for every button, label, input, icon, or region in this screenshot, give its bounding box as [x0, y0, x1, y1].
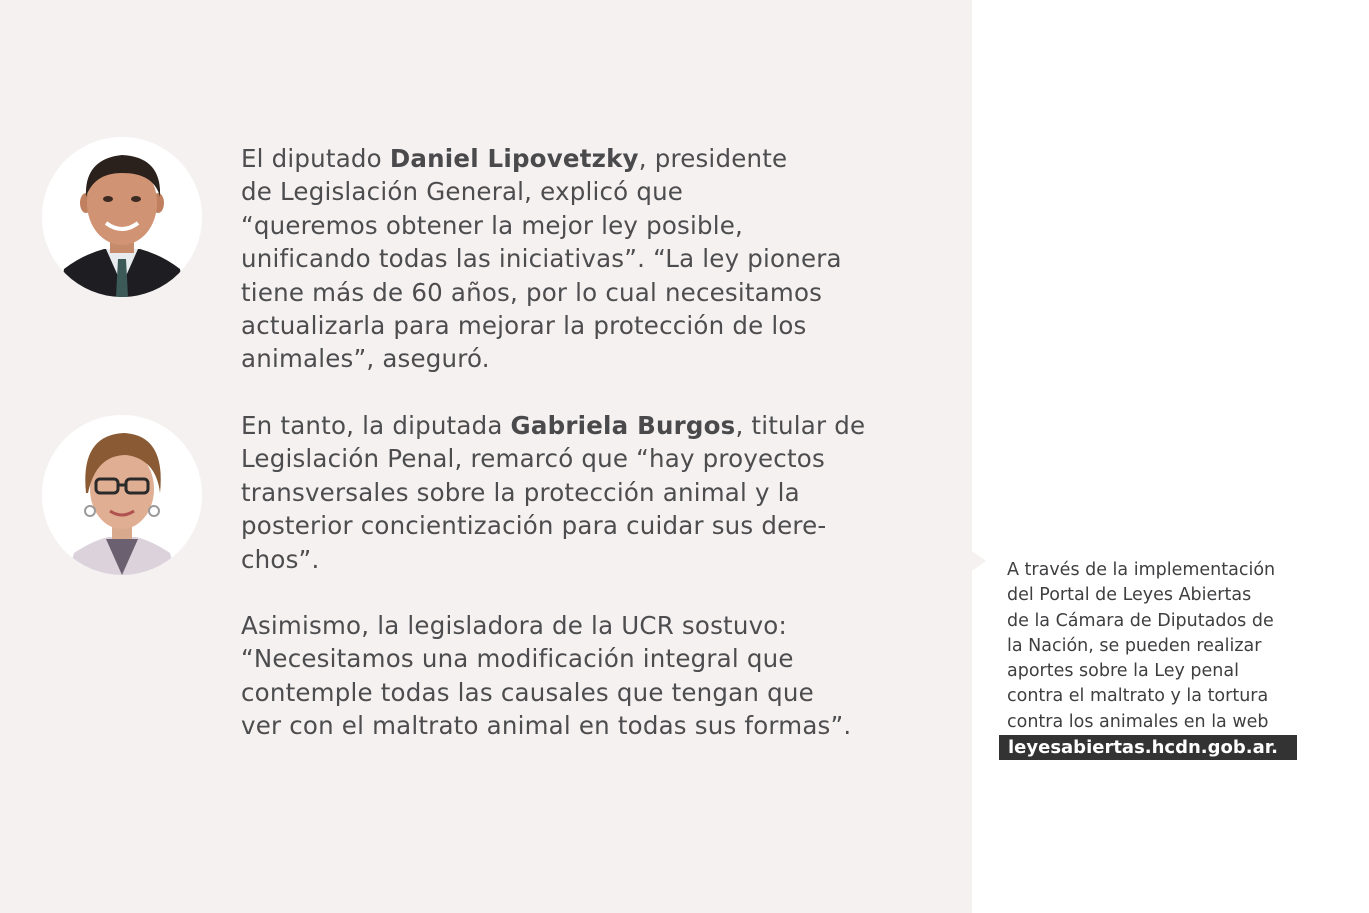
portrait-female-icon [42, 415, 202, 575]
text-fragment: El diputado [241, 144, 390, 173]
text-line: Asimismo, la legisladora de la UCR sostuvo: [241, 611, 787, 640]
text-line [241, 409, 951, 442]
text-line: ver con el maltrato animal en todas sus formas”. [241, 711, 852, 741]
website-link[interactable]: leyesabiertas.hcdn.gob.ar. [999, 735, 1297, 760]
note-line: la Nación, se pueden realizar [1007, 635, 1262, 656]
avatar-daniel-lipovetzky [42, 137, 202, 297]
text-fragment: En tanto, la diputada [241, 411, 511, 440]
note-line: contra los animales en la web [1007, 711, 1269, 732]
text-line: actualizarla para mejorar la protección de los [241, 311, 807, 341]
note-line: A través de la implementación [1007, 560, 1276, 580]
text-line: de Legislación General, explicó que [241, 177, 684, 207]
quote-ucr-legislator [241, 609, 951, 743]
text-line: animales”, aseguró. [241, 344, 490, 374]
text-line: posterior concientización para cuidar sus dere- [241, 511, 827, 541]
text-line: unificando todas las iniciativas”. “La ley pionera [241, 244, 842, 274]
text-fragment: , presidente [638, 144, 788, 173]
portrait-male-icon [42, 137, 202, 297]
text-line: transversales sobre la protección animal y la [241, 477, 800, 507]
note-line: aportes sobre la Ley penal [1007, 661, 1239, 682]
side-note [1007, 558, 1347, 735]
text-line: chos”. [241, 544, 320, 574]
text-fragment: , titular de [735, 411, 866, 440]
side-panel [972, 0, 1369, 913]
text-line: contemple todas las causales que tengan que [241, 677, 814, 707]
speaker-name: Gabriela Burgos [510, 411, 736, 440]
avatar-gabriela-burgos [42, 415, 202, 575]
note-line: contra el maltrato y la tortura [1007, 686, 1269, 707]
text-line: “queremos obtener la mejor ley posible, [241, 210, 744, 240]
text-line: tiene más de 60 años, por lo cual necesitamos [241, 277, 823, 307]
text-line: Legislación Penal, remarcó que “hay proyectos [241, 444, 825, 474]
speaker-name: Daniel Lipovetzky [389, 144, 639, 173]
text-line [241, 142, 951, 175]
text-line: “Necesitamos una modificación integral que [241, 644, 794, 674]
quote-burgos [241, 409, 951, 576]
note-line: de la Cámara de Diputados de [1007, 610, 1274, 631]
callout-pointer [972, 551, 986, 571]
note-line: del Portal de Leyes Abiertas [1007, 585, 1252, 606]
quote-lipovetzky [241, 142, 951, 376]
